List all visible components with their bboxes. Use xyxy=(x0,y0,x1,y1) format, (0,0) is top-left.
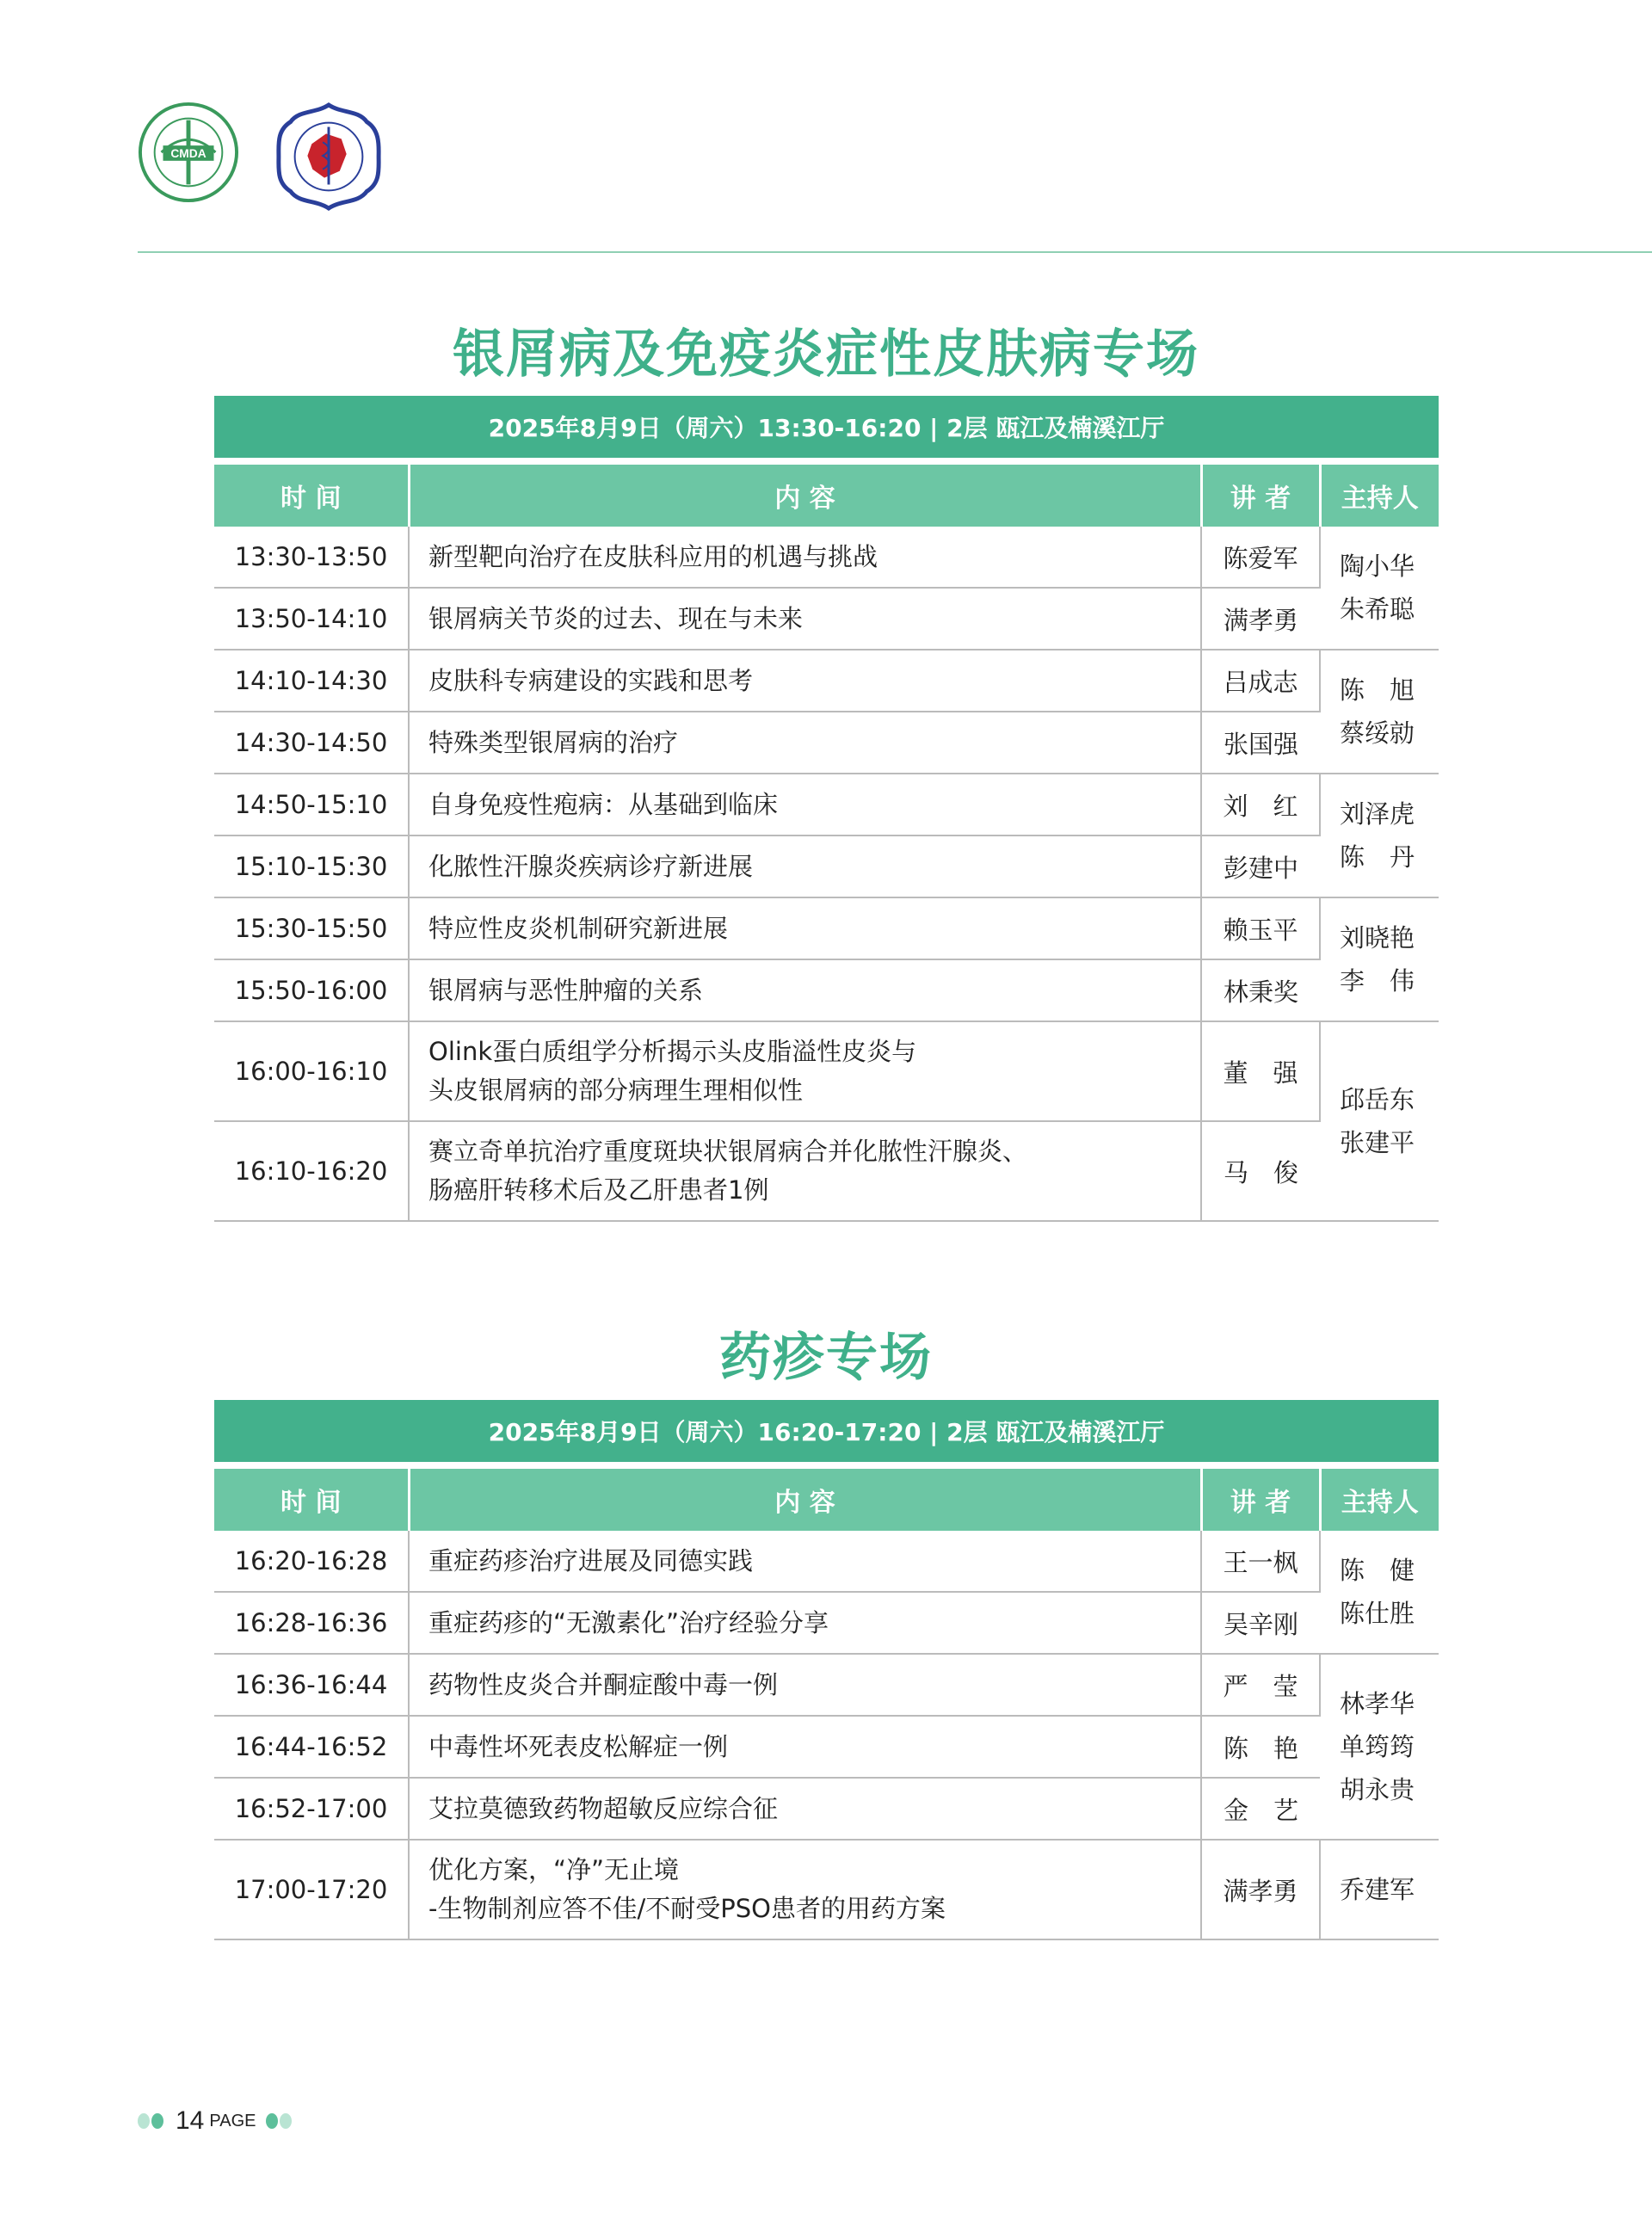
host-name: 乔建军 xyxy=(1340,1875,1415,1904)
row-time: 14:30-14:50 xyxy=(214,712,409,774)
table-row xyxy=(214,836,1439,897)
row-topic: 银屑病与恶性肿瘤的关系 xyxy=(409,959,1201,1021)
row-speaker: 彭建中 xyxy=(1201,836,1320,897)
row-host xyxy=(1320,1021,1439,1221)
row-speaker: 吴辛刚 xyxy=(1201,1592,1320,1654)
row-speaker: 董 强 xyxy=(1201,1021,1320,1121)
row-topic: 重症药疹的“无激素化”治疗经验分享 xyxy=(409,1592,1201,1654)
row-time: 15:10-15:30 xyxy=(214,836,409,897)
col-header-host: 主持人 xyxy=(1320,1465,1439,1531)
topic-line: 赛立奇单抗治疗重度斑块状银屑病合并化脓性汗腺炎、 xyxy=(428,1137,1028,1166)
row-speaker: 陈 艳 xyxy=(1201,1716,1320,1778)
session1-date-band: 2025年8月9日（周六）13:30-16:20 | 2层 瓯江及楠溪江厅 xyxy=(214,396,1439,461)
col-header-speaker: 讲 者 xyxy=(1201,1465,1320,1531)
row-speaker: 赖玉平 xyxy=(1201,897,1320,959)
col-header-topic: 内 容 xyxy=(409,1465,1201,1531)
row-topic xyxy=(409,1840,1201,1939)
session2-date-band: 2025年8月9日（周六）16:20-17:20 | 2层 瓯江及楠溪江厅 xyxy=(214,1400,1439,1465)
table-row xyxy=(214,959,1439,1021)
cmda-logo xyxy=(138,102,239,203)
row-speaker: 张国强 xyxy=(1201,712,1320,774)
page-label: PAGE xyxy=(209,2111,256,2130)
host-name: 胡永贵 xyxy=(1340,1775,1415,1804)
host-name: 林孝华 xyxy=(1340,1689,1415,1718)
host-name: 陈 丹 xyxy=(1340,842,1415,872)
col-header-host: 主持人 xyxy=(1320,461,1439,527)
col-header-time: 时 间 xyxy=(214,461,409,527)
row-topic: 自身免疫性疱病：从基础到临床 xyxy=(409,774,1201,836)
row-host xyxy=(1320,1531,1439,1654)
topic-line: 头皮银屑病的部分病理生理相似性 xyxy=(428,1076,804,1105)
row-topic: 特殊类型银屑病的治疗 xyxy=(409,712,1201,774)
row-time: 16:00-16:10 xyxy=(214,1021,409,1121)
host-name: 单筠筠 xyxy=(1340,1732,1415,1761)
footer-dots-right-icon xyxy=(266,2113,293,2129)
row-time: 16:20-16:28 xyxy=(214,1531,409,1592)
row-time: 15:50-16:00 xyxy=(214,959,409,1021)
row-topic: 银屑病关节炎的过去、现在与未来 xyxy=(409,588,1201,650)
row-host xyxy=(1320,527,1439,650)
row-speaker: 陈爱军 xyxy=(1201,527,1320,588)
topic-line: 肠癌肝转移术后及乙肝患者1例 xyxy=(428,1175,769,1205)
row-speaker: 满孝勇 xyxy=(1201,1840,1320,1939)
row-topic: 重症药疹治疗进展及同德实践 xyxy=(409,1531,1201,1592)
row-speaker: 马 俊 xyxy=(1201,1121,1320,1221)
session2-title: 药疹专场 xyxy=(719,1328,933,1388)
row-topic: 特应性皮炎机制研究新进展 xyxy=(409,897,1201,959)
row-topic: 药物性皮炎合并酮症酸中毒一例 xyxy=(409,1654,1201,1716)
table-row xyxy=(214,650,1439,712)
table-row xyxy=(214,588,1439,650)
row-speaker: 满孝勇 xyxy=(1201,588,1320,650)
row-host xyxy=(1320,650,1439,774)
page-number: 14 xyxy=(176,2106,205,2135)
table-row xyxy=(214,1592,1439,1654)
row-topic: 化脓性汗腺炎疾病诊疗新进展 xyxy=(409,836,1201,897)
topic-line: -生物制剂应答不佳/不耐受PSO患者的用药方案 xyxy=(428,1894,946,1923)
row-speaker: 金 艺 xyxy=(1201,1778,1320,1840)
session1-table xyxy=(214,396,1439,1222)
row-host xyxy=(1320,1654,1439,1840)
row-time: 14:50-15:10 xyxy=(214,774,409,836)
table-row xyxy=(214,712,1439,774)
table-row xyxy=(214,1531,1439,1592)
row-speaker: 刘 红 xyxy=(1201,774,1320,836)
row-speaker: 王一枫 xyxy=(1201,1531,1320,1592)
topic-line: Olink蛋白质组学分析揭示头皮脂溢性皮炎与 xyxy=(428,1037,917,1066)
row-time: 16:36-16:44 xyxy=(214,1654,409,1716)
table-row xyxy=(214,774,1439,836)
row-time: 13:50-14:10 xyxy=(214,588,409,650)
row-host xyxy=(1320,774,1439,897)
header-divider xyxy=(138,251,1652,253)
row-speaker: 林秉奖 xyxy=(1201,959,1320,1021)
row-speaker: 严 莹 xyxy=(1201,1654,1320,1716)
page-footer xyxy=(138,2106,293,2137)
row-time: 16:44-16:52 xyxy=(214,1716,409,1778)
host-name: 朱希聪 xyxy=(1340,595,1415,624)
row-topic xyxy=(409,1121,1201,1221)
host-name: 张建平 xyxy=(1340,1128,1415,1157)
session2-table xyxy=(214,1400,1439,1940)
table-row xyxy=(214,1840,1439,1939)
host-name: 陶小华 xyxy=(1340,552,1415,581)
row-time: 13:30-13:50 xyxy=(214,527,409,588)
row-topic xyxy=(409,1021,1201,1121)
col-header-time: 时 间 xyxy=(214,1465,409,1531)
footer-dots-left-icon xyxy=(138,2113,165,2129)
host-name: 刘晓艳 xyxy=(1340,923,1415,953)
session1-title: 银屑病及免疫炎症性皮肤病专场 xyxy=(453,324,1199,385)
table-row xyxy=(214,1121,1439,1221)
host-name: 陈仕胜 xyxy=(1340,1599,1415,1628)
col-header-topic: 内 容 xyxy=(409,461,1201,527)
row-time: 16:52-17:00 xyxy=(214,1778,409,1840)
row-time: 17:00-17:20 xyxy=(214,1840,409,1939)
table-row xyxy=(214,1778,1439,1840)
topic-line: 优化方案，“净”无止境 xyxy=(428,1855,680,1884)
row-topic: 艾拉莫德致药物超敏反应综合征 xyxy=(409,1778,1201,1840)
table-row xyxy=(214,897,1439,959)
table-row xyxy=(214,1716,1439,1778)
row-topic: 新型靶向治疗在皮肤科应用的机遇与挑战 xyxy=(409,527,1201,588)
table-row xyxy=(214,1654,1439,1716)
host-name: 陈 健 xyxy=(1340,1556,1415,1585)
svg-text:CMDA: CMDA xyxy=(170,146,206,160)
row-host xyxy=(1320,1840,1439,1939)
table-row xyxy=(214,1021,1439,1121)
row-host xyxy=(1320,897,1439,1021)
row-time: 16:28-16:36 xyxy=(214,1592,409,1654)
row-topic: 中毒性坏死表皮松解症一例 xyxy=(409,1716,1201,1778)
host-name: 李 伟 xyxy=(1340,966,1415,996)
row-time: 14:10-14:30 xyxy=(214,650,409,712)
row-topic: 皮肤科专病建设的实践和思考 xyxy=(409,650,1201,712)
table-row xyxy=(214,527,1439,588)
zhejiang-medical-association-logo xyxy=(274,102,384,212)
host-name: 陈 旭 xyxy=(1340,675,1415,705)
col-header-speaker: 讲 者 xyxy=(1201,461,1320,527)
row-time: 16:10-16:20 xyxy=(214,1121,409,1221)
row-time: 15:30-15:50 xyxy=(214,897,409,959)
row-speaker: 吕成志 xyxy=(1201,650,1320,712)
host-name: 蔡绥勍 xyxy=(1340,718,1415,748)
host-name: 刘泽虎 xyxy=(1340,799,1415,829)
host-name: 邱岳东 xyxy=(1340,1085,1415,1114)
